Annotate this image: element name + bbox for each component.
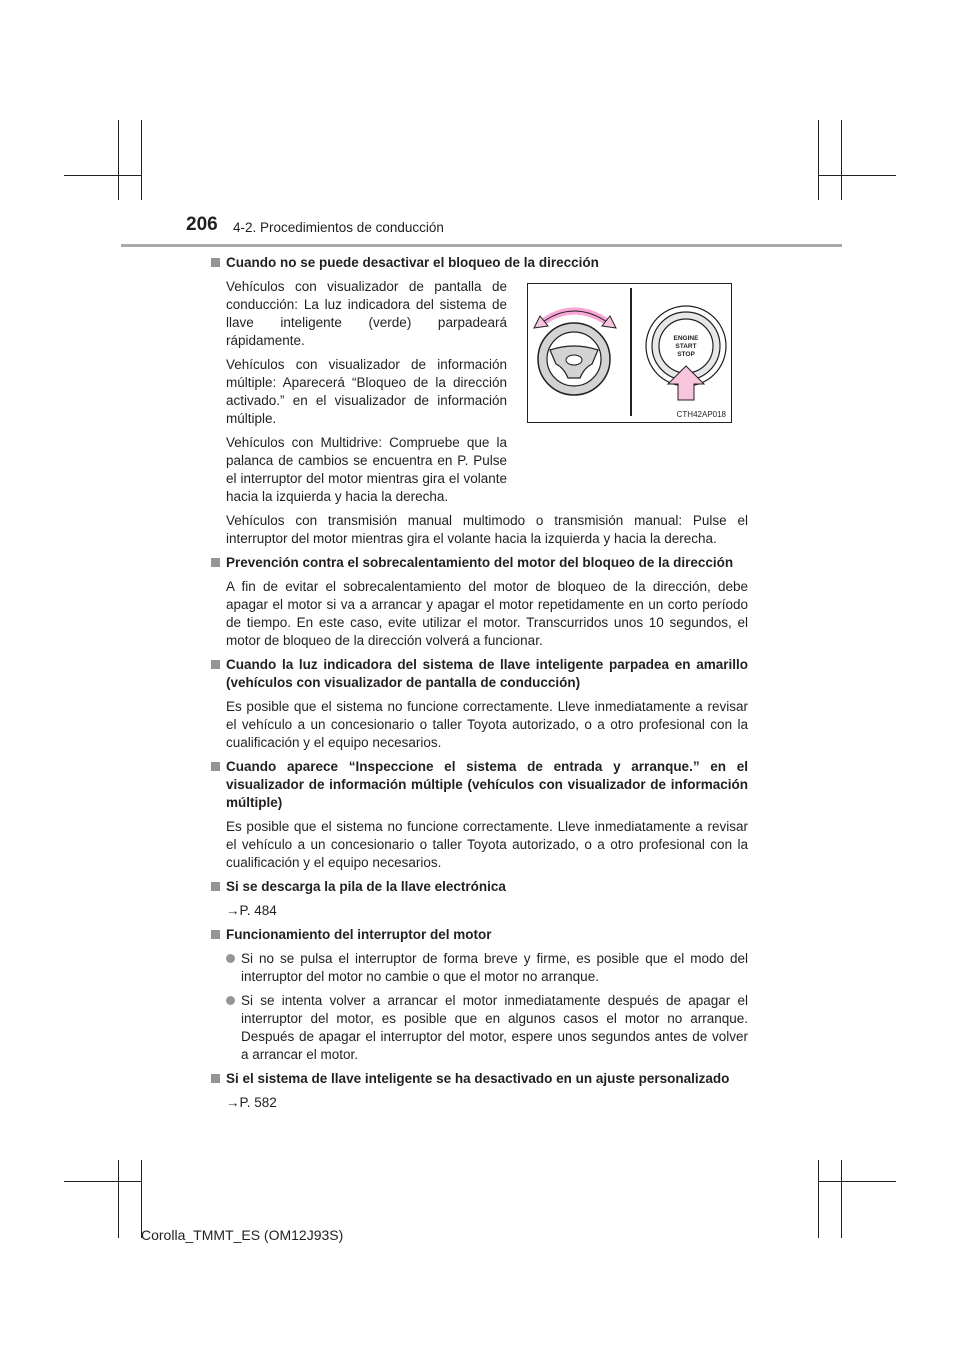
paragraph: A fin de evitar el sobrecalentamiento del motor de bloqueo de la dirección, debe apagar el motor si va a arrancar y apagar el motor repetidamente en un corto período de tiempo. En este caso, evite utilizar el motor. Transcurridos unos 10 segundos, el motor de bloqueo de la dirección volverá a funcionar. (226, 579, 748, 648)
crop-mark (818, 120, 819, 200)
section-heading: Cuando la luz indicadora del sistema de llave inteligente parpadea en amarillo (vehículos con visualizador de pantalla de conducción) (211, 656, 748, 692)
paragraph: Vehículos con transmisión manual multimodo o transmisión manual: Pulse el interruptor del motor mientras gira el volante hacia la izquierda y hacia la derecha. (226, 513, 748, 546)
section-heading: Funcionamiento del interruptor del motor (211, 926, 748, 944)
section-heading: Si el sistema de llave inteligente se ha desactivado en un ajuste personalizado (211, 1070, 748, 1088)
section-heading: Cuando aparece “Inspeccione el sistema de entrada y arranque.” en el visualizador de información múltiple (vehículos con visualizador de información múltiple) (211, 758, 748, 812)
crop-mark (818, 1160, 819, 1238)
paragraph: Es posible que el sistema no funcione correctamente. Lleve inmediatamente a revisar el vehículo a un concesionario o taller Toyota autorizado, o a otro profesional con la cualificación y el equipo necesarios. (226, 699, 748, 750)
square-bullet-icon (211, 558, 220, 567)
crop-mark (118, 120, 119, 200)
square-bullet-icon (211, 930, 220, 939)
crop-mark (818, 1181, 896, 1182)
square-bullet-icon (211, 258, 220, 267)
bullet-item: Si se intenta volver a arrancar el motor inmediatamente después de apagar el interruptor del motor, es posible que en algunos casos el motor no arranque. Después de apagar el interruptor del motor, espere unos segundos antes de volver a arrancar el motor. (211, 992, 748, 1064)
square-bullet-icon (211, 660, 220, 669)
crop-mark (141, 120, 142, 200)
square-bullet-icon (211, 1074, 220, 1083)
paragraph: Es posible que el sistema no funcione correctamente. Lleve inmediatamente a revisar el vehículo a un concesionario o taller Toyota autorizado, o a otro profesional con la cualificación y el equipo necesarios. (226, 819, 748, 870)
crop-mark (841, 1160, 842, 1238)
button-label-engine: ENGINE (673, 335, 699, 342)
section-heading: Si se descarga la pila de la llave electrónica (211, 878, 748, 896)
header-rule (121, 244, 842, 247)
round-bullet-icon (226, 954, 235, 963)
paragraph: Vehículos con Multidrive: Compruebe que la palanca de cambios se encuentra en P. Pulse el interruptor del motor mientras gira el volante hacia la izquierda y hacia la derecha. (226, 435, 507, 504)
crop-mark (118, 1160, 119, 1238)
crop-mark (841, 120, 842, 200)
section-heading: Prevención contra el sobrecalentamiento del motor del bloqueo de la dirección (211, 554, 748, 572)
button-label-stop: STOP (677, 351, 695, 358)
main-content (211, 254, 748, 1118)
crop-mark (64, 175, 141, 176)
section-title: 4-2. Procedimientos de conducción (233, 220, 444, 235)
button-label-start: START (675, 343, 697, 350)
page-number: 206 (186, 214, 218, 235)
square-bullet-icon (211, 762, 220, 771)
crop-mark (64, 1181, 141, 1182)
crop-mark (818, 175, 896, 176)
footer-model-code: Corolla_TMMT_ES (OM12J93S) (141, 1227, 344, 1243)
paragraph: Vehículos con visualizador de información múltiple: Aparecerá “Bloqueo de la dirección activado.” en el visualizador de información múltiple. (226, 357, 507, 426)
page-reference-link[interactable]: →P. 582 (226, 1095, 277, 1110)
steering-lock-text-block (211, 278, 507, 506)
page-reference-link[interactable]: →P. 484 (226, 903, 277, 918)
square-bullet-icon (211, 882, 220, 891)
figure-code: CTH42AP018 (676, 410, 726, 419)
bullet-item: Si no se pulsa el interruptor de forma breve y firme, es posible que el modo del interruptor del motor no cambie o que el motor no arranque. (211, 950, 748, 986)
round-bullet-icon (226, 996, 235, 1005)
section-heading: Cuando no se puede desactivar el bloqueo de la dirección (211, 254, 748, 272)
paragraph: Vehículos con visualizador de pantalla de conducción: La luz indicadora del sistema de llave inteligente (verde) parpadeará rápidamente. (226, 279, 507, 348)
